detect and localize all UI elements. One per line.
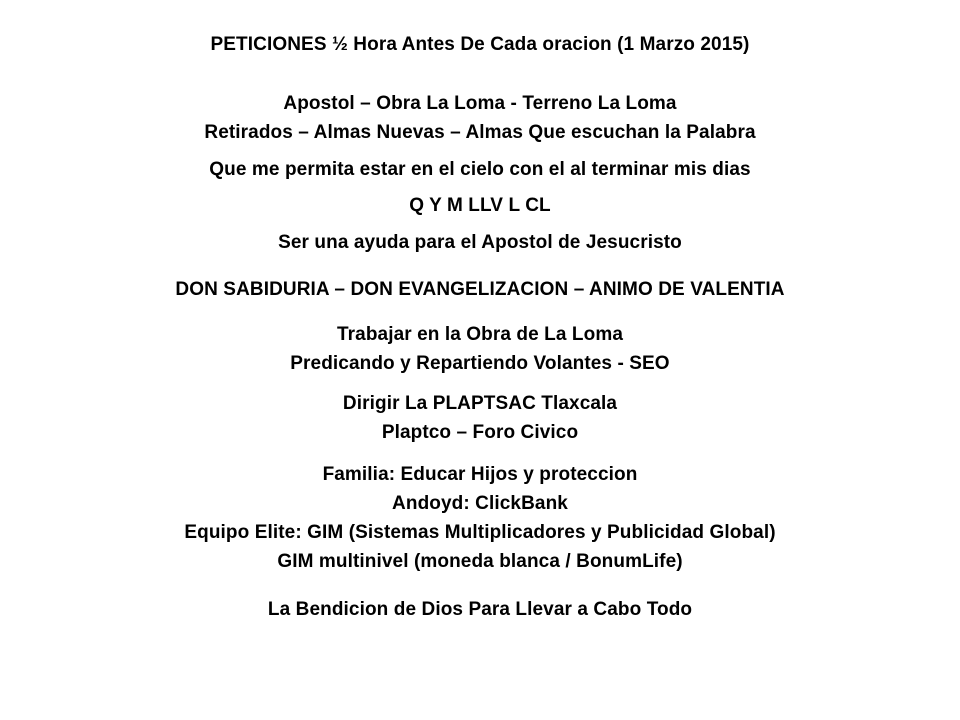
petition-line: Trabajar en la Obra de La Loma bbox=[337, 324, 623, 345]
petition-line: Que me permita estar en el cielo con el al terminar mis dias bbox=[209, 159, 751, 180]
petition-line: Dirigir La PLAPTSAC Tlaxcala bbox=[342, 393, 618, 414]
petition-line: Ser una ayuda para el Apostol de Jesucristo bbox=[278, 232, 682, 253]
petition-line: La Bendicion de Dios Para Llevar a Cabo Todo bbox=[267, 599, 693, 620]
petition-line: GIM multinivel (moneda blanca / BonumLife) bbox=[277, 551, 683, 572]
petition-line: Andoyd: ClickBank bbox=[392, 493, 568, 514]
slide-title: PETICIONES ½ Hora Antes De Cada oracion (1 Marzo 2015) bbox=[210, 34, 750, 55]
petition-line: Predicando y Repartiendo Volantes - SEO bbox=[290, 353, 670, 374]
petition-line: Familia: Educar Hijos y proteccion bbox=[322, 464, 638, 485]
petition-line: Q Y M LLV L CL bbox=[409, 195, 551, 216]
petition-line: Equipo Elite: GIM (Sistemas Multiplicadores y Publicidad Global) bbox=[184, 522, 776, 543]
petition-line: Apostol – Obra La Loma - Terreno La Loma bbox=[283, 93, 677, 114]
petition-line: Plaptco – Foro Civico bbox=[381, 422, 579, 443]
petition-line: Retirados – Almas Nuevas – Almas Que escuchan la Palabra bbox=[204, 122, 756, 143]
petition-line: DON SABIDURIA – DON EVANGELIZACION – ANIMO DE VALENTIA bbox=[175, 279, 785, 300]
